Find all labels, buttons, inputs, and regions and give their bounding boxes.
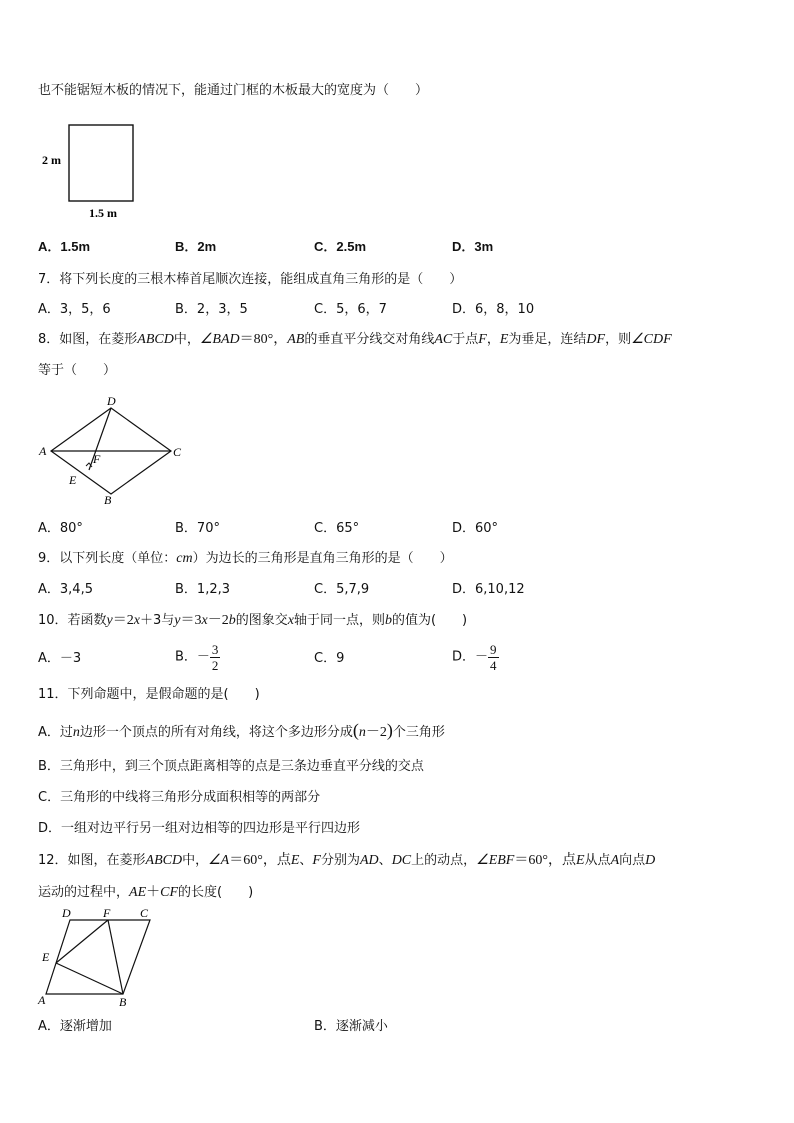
segment-ef <box>56 920 108 963</box>
label-b: B <box>119 995 127 1009</box>
q9-options <box>38 581 758 599</box>
label-f: F <box>93 452 101 466</box>
label-f: F <box>103 906 111 920</box>
q8-option-b[interactable]: B．70° <box>175 521 220 536</box>
label-d: D <box>107 394 116 408</box>
segment-eb <box>56 963 123 994</box>
q11-option-c[interactable]: C．三角形的中线将三角形分成面积相等的两部分 <box>38 790 321 805</box>
q9-option-b[interactable]: B．1,2,3 <box>175 582 230 597</box>
q10-option-d[interactable]: D．－ $\frac{9}{4}$ <box>452 642 497 673</box>
q11-option-d[interactable]: D．一组对边平行另一组对边相等的四边形是平行四边形 <box>38 821 361 836</box>
q12-rhombus-figure <box>36 903 162 1011</box>
q8-options <box>38 520 758 538</box>
fraction-3-2: $\frac{3}{2}$ <box>211 642 219 673</box>
q8-rhombus-figure <box>36 392 188 510</box>
label-d: D <box>62 906 71 920</box>
q10-option-c[interactable]: C．9 <box>314 651 345 666</box>
q10-option-a[interactable]: A．－3 <box>38 651 82 666</box>
label-a: A <box>39 444 47 458</box>
label-c: C <box>173 445 182 459</box>
q12-option-a[interactable]: A．逐渐增加 <box>38 1019 112 1034</box>
q7-option-c[interactable]: C．5，6，7 <box>314 302 387 317</box>
q8-option-d[interactable]: D．60° <box>452 521 499 536</box>
q10-stem: 10．若函数y＝2x＋3与y＝3x－2b的图象交x轴于同一点，则b的值为( ) <box>38 613 468 628</box>
q9-option-a[interactable]: A．3,4,5 <box>38 582 93 597</box>
q9-stem: 9．以下列长度（单位：cm）为边长的三角形是直角三角形的是（ ） <box>38 551 453 566</box>
q12-options <box>38 1018 758 1036</box>
q8-option-c[interactable]: C．65° <box>314 521 360 536</box>
label-e: E <box>42 950 50 964</box>
q6-option-b[interactable]: B．2m <box>175 239 217 254</box>
q10-option-b[interactable]: B．－ $\frac{3}{2}$ <box>175 642 219 673</box>
q7-options <box>38 301 758 319</box>
q8-stem: 8．如图，在菱形ABCD中，∠BAD＝80°，AB的垂直平分线交对角线AC于点F，E为垂足，连结DF，则∠CDF <box>38 332 672 347</box>
door-height-label: 2 m <box>42 153 61 167</box>
q6-door-figure <box>38 120 148 224</box>
fraction-9-4: $\frac{9}{4}$ <box>490 642 497 673</box>
q11-option-a[interactable]: A．过n边形一个顶点的所有对角线，将这个多边形分成(n－2)个三角形 <box>38 720 445 740</box>
door-frame-rect <box>69 125 133 201</box>
q6-option-a[interactable]: A．1.5m <box>38 239 91 254</box>
label-c: C <box>140 906 149 920</box>
segment-fb <box>108 920 123 994</box>
q12-stem: 12．如图，在菱形ABCD中，∠A＝60°，点E、F分别为AD、DC上的动点，∠EBF＝60°，点E从点A向点D <box>38 853 656 868</box>
q9-option-c[interactable]: C．5,7,9 <box>314 582 370 597</box>
q7-option-a[interactable]: A．3，5，6 <box>38 302 111 317</box>
label-b: B <box>104 493 112 507</box>
q7-stem: 7．将下列长度的三根木棒首尾顺次连接，能组成直角三角形的是（ ） <box>38 272 463 287</box>
q6-option-d[interactable]: D．3m <box>452 239 494 254</box>
q7-option-d[interactable]: D．6，8，10 <box>452 302 535 317</box>
label-a: A <box>38 993 46 1007</box>
q6-stem: 也不能锯短木板的情况下，能通过门框的木板最大的宽度为（ ） <box>38 83 429 98</box>
door-width-label: 1.5 m <box>89 206 117 220</box>
q10-options <box>38 642 758 680</box>
q7-option-b[interactable]: B．2，3，5 <box>175 302 248 317</box>
q12-stem-line2: 运动的过程中，AE＋CF的长度( ) <box>38 885 254 900</box>
q12-option-b[interactable]: B．逐渐减小 <box>314 1019 388 1034</box>
q9-option-d[interactable]: D．6,10,12 <box>452 582 525 597</box>
q11-option-b[interactable]: B．三角形中，到三个顶点距离相等的点是三条边垂直平分线的交点 <box>38 759 424 774</box>
q6-options <box>38 238 758 256</box>
label-e: E <box>69 473 77 487</box>
q8-option-a[interactable]: A．80° <box>38 521 83 536</box>
q8-stem-line2: 等于（ ） <box>38 363 117 378</box>
q6-option-c[interactable]: C．2.5m <box>314 239 367 254</box>
q11-stem: 11．下列命题中，是假命题的是( ) <box>38 687 260 702</box>
